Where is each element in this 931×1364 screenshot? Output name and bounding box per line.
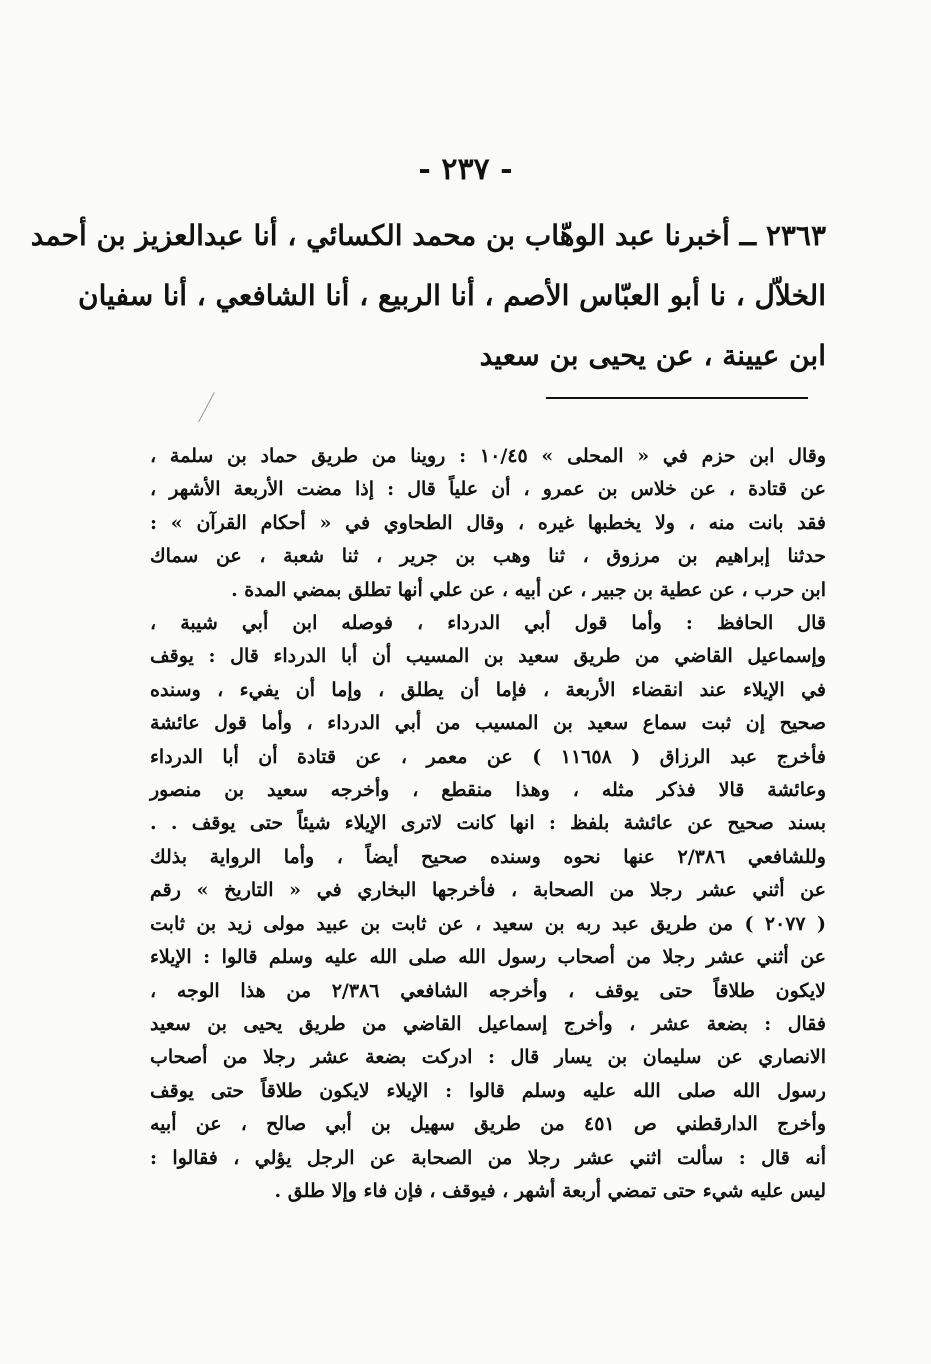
footnote-line: عن أثني عشر رجلا من أصحاب رسول الله صلى الله عليه وسلم قالوا : الإيلاء xyxy=(150,946,826,969)
footnote-line: وأخرج الدارقطني ص ٤٥١ من طريق سهيل بن أبي صالح ، عن أبيه xyxy=(150,1113,827,1136)
footnote-line: وإسماعيل القاضي من طريق سعيد بن المسيب أن أبا الدرداء قال : يوقف xyxy=(150,645,826,668)
footnote-line: عن قتادة ، عن خلاس بن عمرو ، أن علياً قال : إذا مضت الأربعة الأشهر ، xyxy=(150,478,826,501)
scan-mark xyxy=(198,392,227,429)
footnote-line: حدثنا إبراهيم بن مرزوق ، ثنا وهب بن جرير ، ثنا شعبة ، عن سماك xyxy=(150,545,826,568)
main-hadith-text xyxy=(30,206,826,386)
hadith-line: ٢٣٦٣ ــ أخبرنا عبد الوهّاب بن محمد الكسائي ، أنا عبدالعزيز بن أحمد xyxy=(30,219,826,252)
footnote-line: رسول الله صلى الله عليه وسلم قالوا : الإيلاء لايكون طلاقاً حتى يوقف xyxy=(150,1079,826,1102)
footnote-line: فأخرج عبد الرزاق ( ١١٦٥٨ ) عن معمر ، عن قتادة أن أبا الدرداء xyxy=(150,745,826,768)
footnote-commentary xyxy=(150,440,826,1208)
footnote-line: فقال : بضعة عشر ، وأخرج إسماعيل القاضي من طريق يحيى بن سعيد xyxy=(150,1012,826,1035)
footnote-line: أنه قال : سألت اثني عشر رجلا من الصحابة عن الرجل يؤلي ، فقالوا : xyxy=(150,1146,826,1169)
footnote-line: ابن حرب ، عن عطية بن جبير ، عن أبيه ، عن علي أنها تطلق بمضي المدة . xyxy=(231,578,826,601)
footnote-line: وعائشة قالا فذكر مثله ، وهذا منقطع ، وأخرجه سعيد بن منصور xyxy=(150,779,826,802)
footnote-line: بسند صحيح عن عائشة بلفظ : انها كانت لاترى الإيلاء شيئاً حتى يوقف . . xyxy=(150,812,826,835)
footnote-line: عن أثني عشر رجلا من الصحابة ، فأخرجها البخاري في « التاريخ » رقم xyxy=(150,879,826,902)
hadith-line: ابن عيينة ، عن يحيى بن سعيد xyxy=(479,339,826,372)
footnote-line: قال الحافظ : وأما قول أبي الدرداء ، فوصله ابن أبي شيبة ، xyxy=(150,612,826,635)
footnote-line: الانصاري عن سليمان بن يسار قال : ادركت بضعة عشر رجلا من أصحاب xyxy=(150,1046,826,1069)
page-number: - ٢٣٧ - xyxy=(418,152,513,187)
footnote-line: وقال ابن حزم في « المحلى » ١٠/٤٥ : روينا من طريق حماد بن سلمة ، xyxy=(150,445,826,467)
footnote-line: وللشافعي ٢/٣٨٦ عنها نحوه وسنده صحيح أيضاً ، وأما الرواية بذلك xyxy=(150,845,826,868)
footnote-line: لايكون طلاقاً حتى يوقف ، وأخرجه الشافعي ٢/٣٨٦ من هذا الوجه ، xyxy=(150,979,826,1002)
footnote-line: صحيح إن ثبت سماع سعيد بن المسيب من أبي الدرداء ، وأما قول عائشة xyxy=(150,712,826,735)
footnote-separator xyxy=(546,397,808,399)
footnote-line: في الإيلاء عند انقضاء الأربعة ، فإما أن يطلق ، وإما أن يفيء ، وسنده xyxy=(150,678,826,701)
footnote-line: ( ٢٠٧٧ ) من طريق عبد ربه بن سعيد ، عن ثابت بن عبيد مولى زيد بن ثابت xyxy=(150,912,826,935)
hadith-line: الخلاّل ، نا أبو العبّاس الأصم ، أنا الربيع ، أنا الشافعي ، أنا سفيان xyxy=(78,279,826,312)
footnote-line: ليس عليه شيء حتى تمضي أربعة أشهر ، فيوقف ، فإن فاء وإلا طلق . xyxy=(274,1179,826,1202)
footnote-line: فقد بانت منه ، ولا يخطبها غيره ، وقال الطحاوي في « أحكام القرآن » : xyxy=(150,511,826,534)
